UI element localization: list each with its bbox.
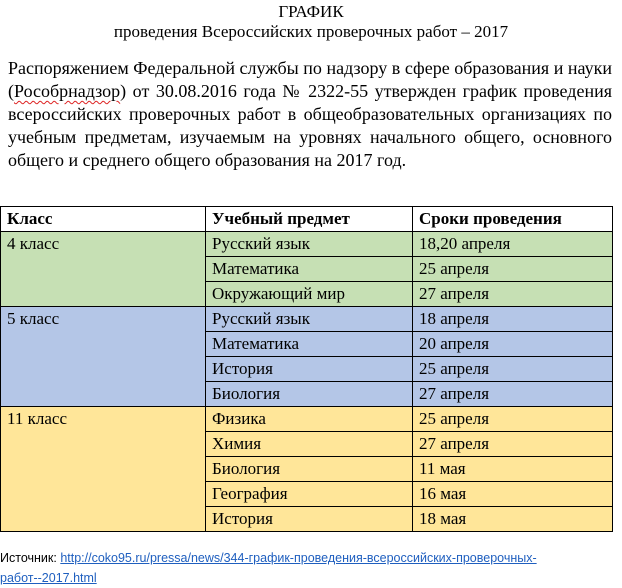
date-cell: 11 мая (413, 457, 613, 482)
date-cell: 27 апреля (413, 282, 613, 307)
document-title: ГРАФИК (278, 2, 344, 21)
grade-cell: 4 класс (1, 232, 206, 307)
subject-cell: Биология (206, 457, 413, 482)
table-row (1, 407, 613, 432)
date-cell: 16 мая (413, 482, 613, 507)
intro-highlighted-word: Рособрнадзор (14, 81, 121, 101)
date-cell: 18 мая (413, 507, 613, 532)
date-cell: 25 апреля (413, 357, 613, 382)
subject-cell: География (206, 482, 413, 507)
date-cell: 20 апреля (413, 332, 613, 357)
grade-cell: 5 класс (1, 307, 206, 407)
column-header-subject: Учебный предмет (206, 207, 413, 232)
date-cell: 27 апреля (413, 432, 613, 457)
table-row (1, 232, 613, 257)
subject-cell: Математика (206, 332, 413, 357)
subject-cell: Русский язык (206, 307, 413, 332)
date-cell: 18,20 апреля (413, 232, 613, 257)
schedule-table-body (1, 232, 613, 532)
subject-cell: История (206, 357, 413, 382)
source-label: Источник: (0, 551, 61, 565)
intro-text-before: Распоряжением Федеральной службы по надзору в сфере образования и науки ( (8, 58, 612, 101)
subject-cell: Биология (206, 382, 413, 407)
column-header-date: Сроки проведения (413, 207, 613, 232)
subject-cell: Математика (206, 257, 413, 282)
subject-cell: Окружающий мир (206, 282, 413, 307)
source-url-line2: работ-‐2017.html (0, 571, 97, 585)
subject-cell: Химия (206, 432, 413, 457)
subject-cell: Физика (206, 407, 413, 432)
table-header-row (1, 207, 613, 232)
source-url-line1: http://coko95.ru/pressa/news/344-график-проведения-всероссийских-проверочных- (60, 551, 537, 565)
subject-cell: История (206, 507, 413, 532)
intro-text-after: ) от 30.08.2016 года № 2322-55 утвержден график проведения всероссийских проверочных работ в общеобразовательных организациях по учебным предметам, изучаемым на уровнях начального общего, основного общего и среднего общего образования на 2017 год. (8, 81, 612, 170)
subject-cell: Русский язык (206, 232, 413, 257)
document-subtitle: проведения Всероссийских проверочных работ – 2017 (113, 22, 509, 41)
intro-paragraph (8, 57, 612, 172)
date-cell: 18 апреля (413, 307, 613, 332)
date-cell: 27 апреля (413, 382, 613, 407)
table-row (1, 307, 613, 332)
date-cell: 25 апреля (413, 407, 613, 432)
date-cell: 25 апреля (413, 257, 613, 282)
column-header-grade: Класс (1, 207, 206, 232)
grade-cell: 11 класс (1, 407, 206, 532)
source-note (0, 548, 622, 588)
schedule-table (0, 206, 613, 532)
source-link[interactable] (0, 551, 537, 585)
